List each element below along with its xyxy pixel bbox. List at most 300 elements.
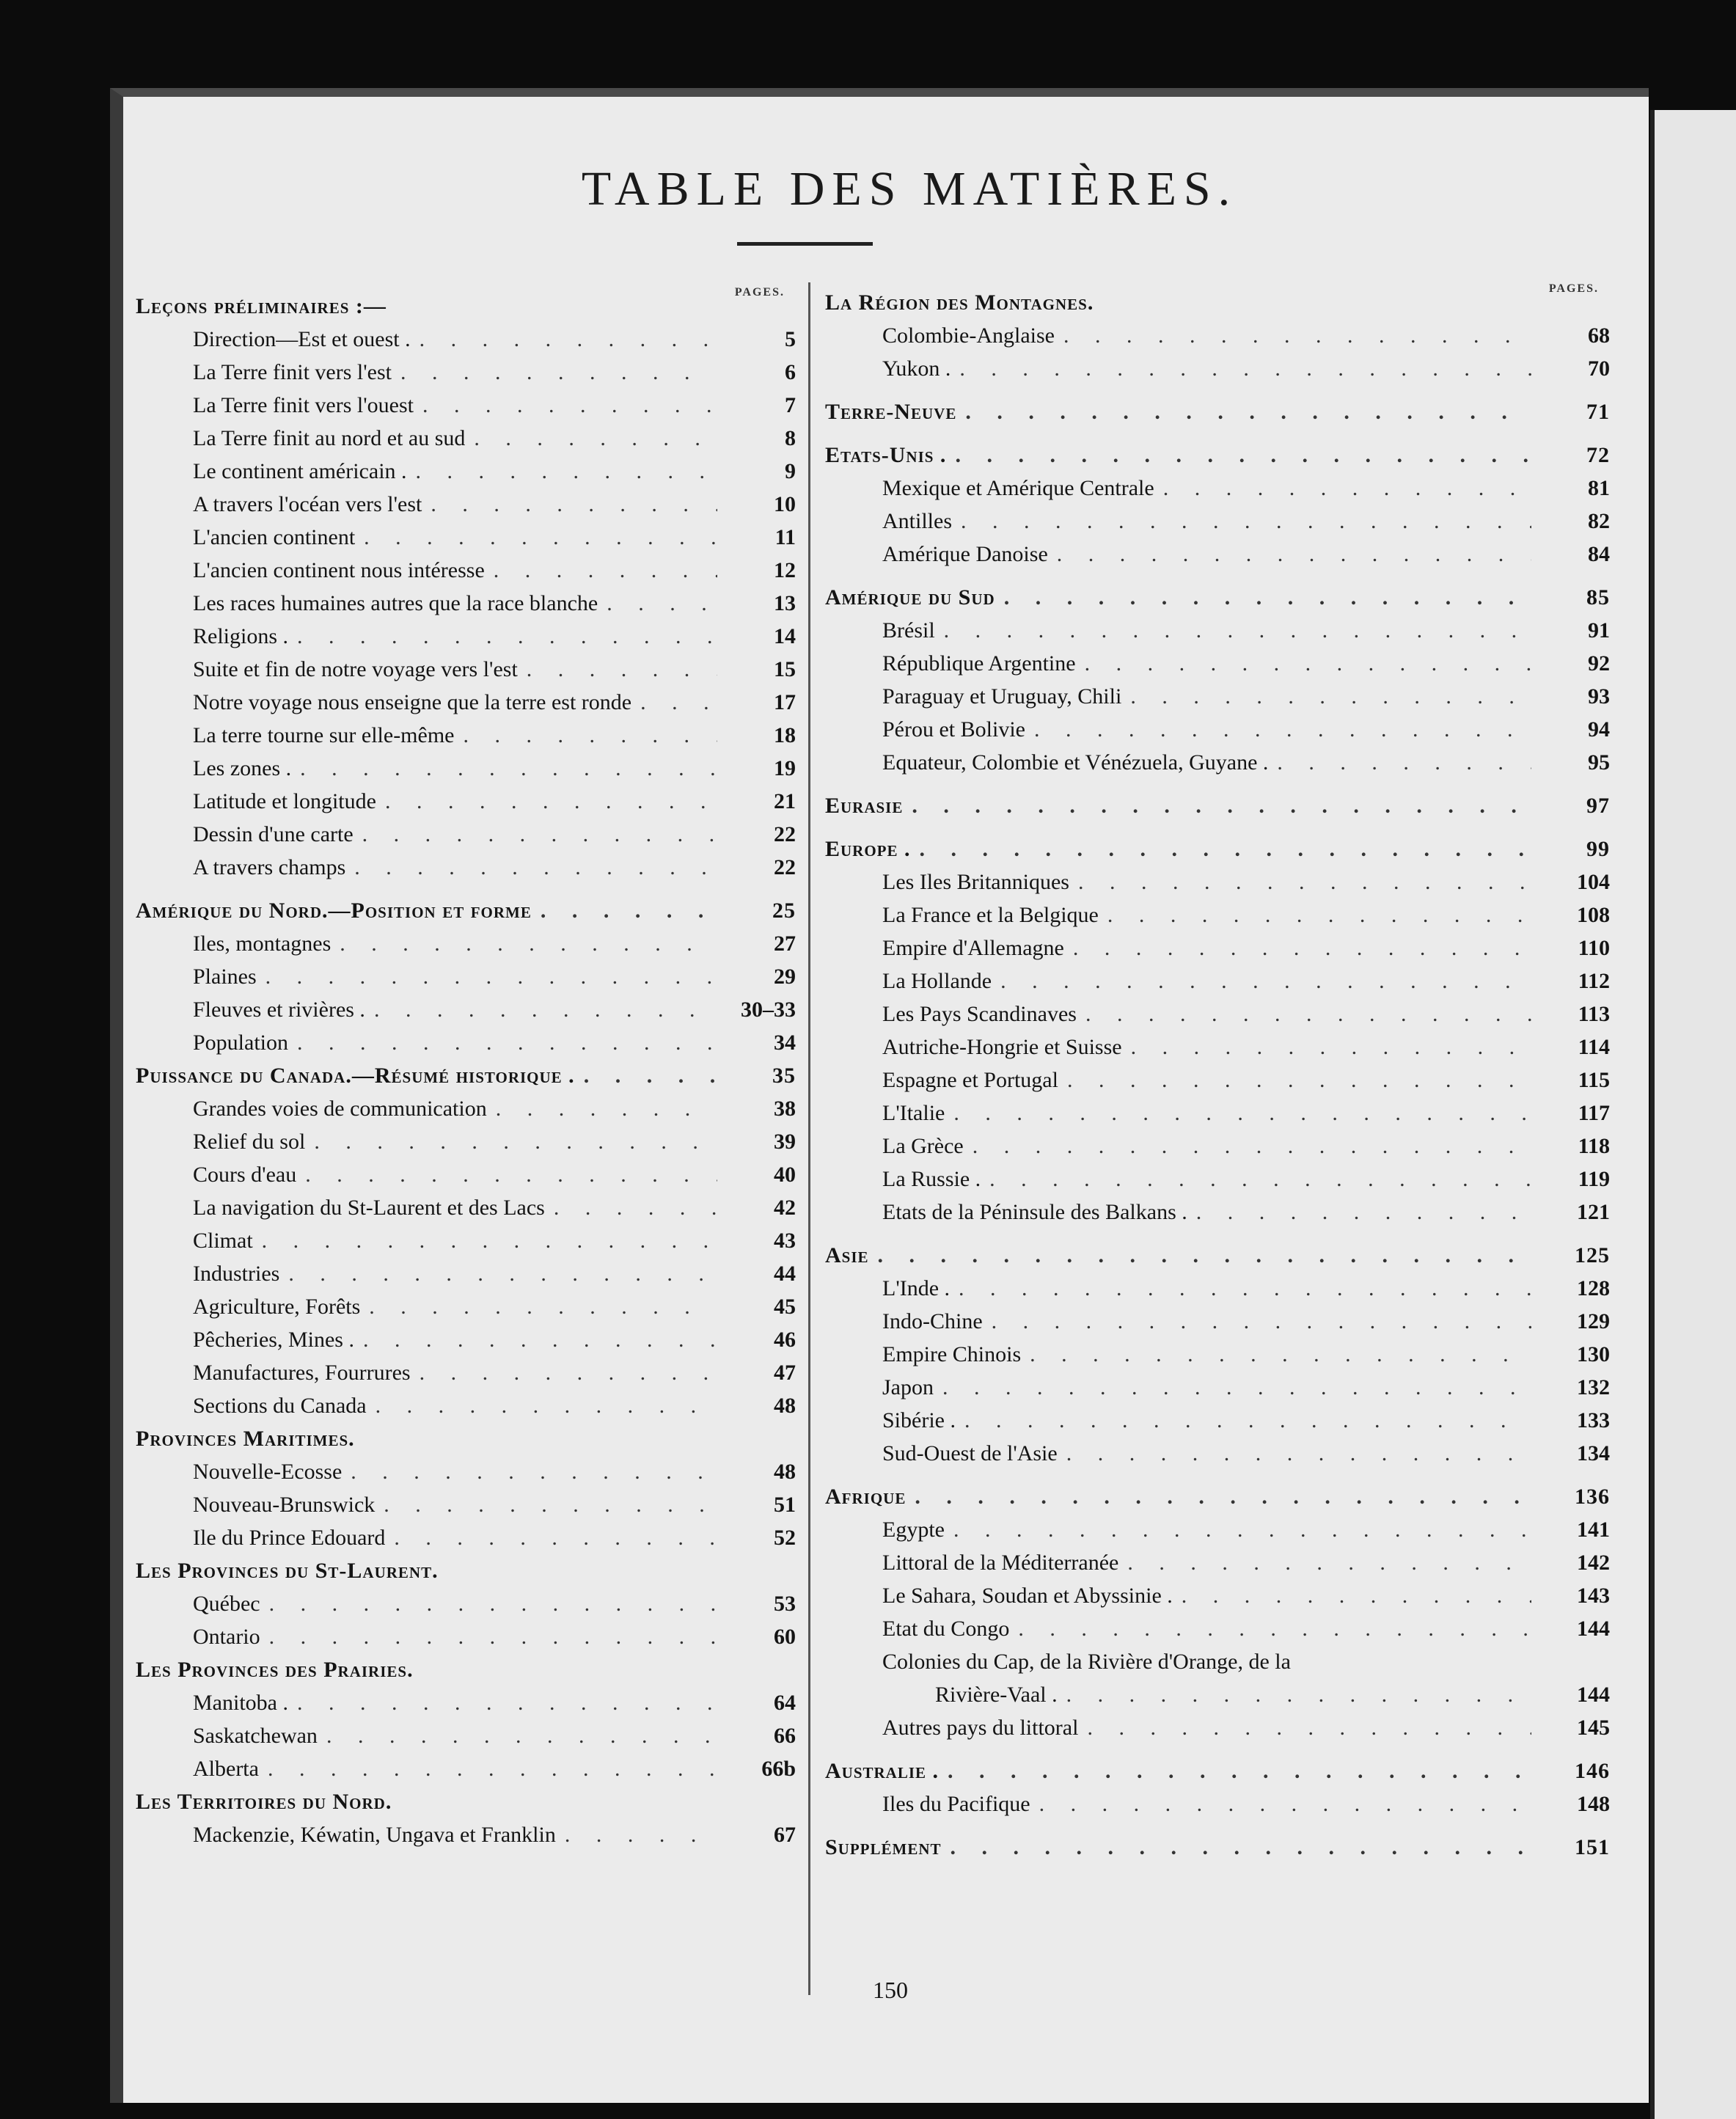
toc-entry xyxy=(136,1386,796,1419)
toc-entry-label: La France et la Belgique xyxy=(882,903,1099,927)
toc-entry-label: Amérique du Nord.—Position et forme xyxy=(136,899,532,923)
toc-entry xyxy=(136,682,796,715)
toc-entry-label: La Terre finit au nord et au sud xyxy=(193,426,466,450)
leader-dots xyxy=(326,1724,717,1749)
leader-dots xyxy=(915,1485,1531,1509)
toc-entry-label: Agriculture, Forêts xyxy=(193,1295,361,1319)
toc-entry xyxy=(136,1187,796,1220)
toc-entry-page: 142 xyxy=(1577,1551,1610,1575)
toc-entry-label: Sections du Canada xyxy=(193,1394,367,1418)
toc-entry-label: Sud-Ouest de l'Asie xyxy=(882,1441,1058,1465)
toc-entry-label: Nouveau-Brunswick xyxy=(193,1493,376,1517)
toc-entry xyxy=(825,1268,1610,1301)
leader-dots xyxy=(554,1196,717,1220)
toc-entry-page: 144 xyxy=(1577,1617,1610,1641)
toc-entry-label: La Région des Montagnes. xyxy=(825,290,1094,315)
toc-entry xyxy=(825,1827,1610,1860)
toc-entry-label: Etats-Unis . xyxy=(825,443,947,467)
toc-entry xyxy=(825,1642,1610,1675)
toc-entry-page: 25 xyxy=(772,899,796,923)
leader-dots xyxy=(961,509,1531,534)
toc-entry-page: 68 xyxy=(1588,323,1610,348)
toc-entry xyxy=(136,1220,796,1254)
leader-dots xyxy=(920,837,1531,862)
toc-entry-page: 11 xyxy=(774,525,796,549)
toc-entry xyxy=(136,1353,796,1386)
leader-dots xyxy=(1057,542,1531,567)
toc-entry-label: Les Iles Britanniques xyxy=(882,870,1069,894)
toc-entry-page: 52 xyxy=(774,1526,796,1550)
toc-entry-label: La Terre finit vers l'ouest xyxy=(193,393,414,417)
leader-dots xyxy=(1066,1683,1531,1708)
toc-entry xyxy=(825,1542,1610,1575)
toc-entry-page: 10 xyxy=(774,492,796,516)
toc-entry xyxy=(825,282,1610,315)
toc-entry xyxy=(136,352,796,385)
toc-entry-page: 13 xyxy=(774,591,796,615)
toc-entry xyxy=(136,1419,796,1452)
toc-entry xyxy=(136,923,796,956)
leader-dots xyxy=(640,690,717,715)
toc-entry xyxy=(825,1784,1610,1817)
toc-entry-page: 72 xyxy=(1586,443,1610,467)
toc-entry-label: Eurasie xyxy=(825,794,904,818)
toc-entry-page: 6 xyxy=(785,360,796,384)
toc-entry-label: Le continent américain . xyxy=(193,459,407,483)
toc-entry xyxy=(825,1609,1610,1642)
toc-entry xyxy=(825,961,1610,994)
toc-entry-label: Australie . xyxy=(825,1759,940,1783)
leader-dots xyxy=(1034,717,1531,742)
leader-dots xyxy=(948,1759,1531,1784)
toc-entry-label: L'ancien continent nous intéresse xyxy=(193,558,485,582)
toc-entry-page: 143 xyxy=(1577,1584,1610,1608)
toc-entry xyxy=(825,1367,1610,1400)
toc-entry-label: Ontario xyxy=(193,1625,260,1649)
toc-entry xyxy=(825,435,1610,468)
toc-entry xyxy=(825,1400,1610,1433)
toc-entry xyxy=(136,385,796,418)
leader-dots xyxy=(1039,1792,1531,1817)
leader-dots xyxy=(565,1823,717,1848)
toc-entry-page: 146 xyxy=(1575,1759,1610,1783)
toc-entry-page: 60 xyxy=(774,1625,796,1649)
toc-entry xyxy=(136,550,796,583)
toc-entry-page: 17 xyxy=(774,690,796,714)
toc-entry-page: 22 xyxy=(774,822,796,846)
toc-left-column xyxy=(136,286,796,1848)
toc-entry-page: 22 xyxy=(774,855,796,879)
toc-entry-page: 125 xyxy=(1575,1243,1610,1267)
toc-entry-label: Leçons préliminaires :— xyxy=(136,294,387,318)
leader-dots xyxy=(1131,1035,1531,1060)
toc-entry-label: Colombie-Anglaise xyxy=(882,323,1055,348)
toc-entry-page: 44 xyxy=(774,1262,796,1286)
toc-entry-page: 70 xyxy=(1588,356,1610,381)
leader-dots xyxy=(374,998,717,1022)
toc-entry-page: 148 xyxy=(1577,1792,1610,1816)
leader-dots xyxy=(314,1130,717,1154)
toc-entry-label: Les Provinces du St-Laurent. xyxy=(136,1559,439,1583)
toc-entry xyxy=(825,348,1610,381)
toc-entry-label: Latitude et longitude xyxy=(193,789,376,813)
toc-entry xyxy=(136,1055,796,1088)
toc-entry-label: Les Territoires du Nord. xyxy=(136,1790,392,1814)
toc-entry-page: 85 xyxy=(1586,585,1610,610)
toc-entry-page: 40 xyxy=(774,1163,796,1187)
toc-entry-page: 38 xyxy=(774,1097,796,1121)
toc-entry xyxy=(136,1518,796,1551)
leader-dots xyxy=(262,1229,717,1254)
toc-entry xyxy=(136,781,796,814)
toc-entry-label: Climat xyxy=(193,1229,253,1253)
toc-entry-label: La Terre finit vers l'est xyxy=(193,360,392,384)
toc-entry-label: A travers champs xyxy=(193,855,346,879)
leader-dots xyxy=(1130,684,1531,709)
toc-entry-label: La terre tourne sur elle-même xyxy=(193,723,455,747)
toc-entry xyxy=(825,1126,1610,1159)
toc-entry-page: 110 xyxy=(1578,936,1610,960)
toc-entry-label: L'Inde . xyxy=(882,1276,951,1300)
toc-entry xyxy=(825,676,1610,709)
toc-entry-label: Mexique et Amérique Centrale xyxy=(882,476,1154,500)
toc-entry-page: 67 xyxy=(774,1823,796,1847)
leader-dots xyxy=(965,400,1531,425)
leader-dots xyxy=(1163,476,1531,501)
toc-entry-label: Plaines xyxy=(193,965,257,989)
toc-entry-label: L'Italie xyxy=(882,1101,945,1125)
toc-entry-label: Québec xyxy=(193,1592,260,1616)
leader-dots xyxy=(1277,750,1531,775)
leader-dots xyxy=(1196,1200,1531,1225)
toc-entry xyxy=(825,1575,1610,1609)
toc-entry-page: 119 xyxy=(1578,1167,1610,1191)
toc-entry-label: Les zones . xyxy=(193,756,292,780)
leader-dots xyxy=(265,965,717,989)
toc-entry xyxy=(136,1782,796,1815)
toc-entry-page: 134 xyxy=(1577,1441,1610,1465)
page-number: 150 xyxy=(873,1977,908,2003)
toc-entry xyxy=(136,956,796,989)
toc-entry xyxy=(136,517,796,550)
leader-dots xyxy=(973,1134,1531,1159)
toc-entry xyxy=(136,616,796,649)
toc-entry xyxy=(136,286,796,319)
leader-dots xyxy=(297,1031,717,1055)
toc-entry-page: 71 xyxy=(1586,400,1610,424)
toc-entry xyxy=(136,1551,796,1584)
leader-dots xyxy=(527,657,717,682)
toc-entry xyxy=(136,1815,796,1848)
toc-entry-page: 92 xyxy=(1588,651,1610,676)
leader-dots xyxy=(584,1064,717,1088)
toc-entry xyxy=(825,742,1610,775)
toc-entry xyxy=(825,1476,1610,1509)
toc-entry-label: Provinces Maritimes. xyxy=(136,1427,355,1451)
leader-dots xyxy=(300,756,717,781)
toc-entry xyxy=(136,418,796,451)
toc-entry-label: Yukon . xyxy=(882,356,951,381)
leader-dots xyxy=(878,1243,1531,1268)
toc-entry-page: 7 xyxy=(785,393,796,417)
toc-entry xyxy=(825,786,1610,819)
toc-entry xyxy=(825,501,1610,534)
leader-dots xyxy=(953,1518,1531,1542)
toc-entry-label: Supplément xyxy=(825,1835,942,1859)
toc-entry-page: 151 xyxy=(1575,1835,1610,1859)
toc-entry-page: 9 xyxy=(785,459,796,483)
toc-entry-page: 46 xyxy=(774,1328,796,1352)
leader-dots xyxy=(1018,1617,1531,1642)
toc-entry xyxy=(136,748,796,781)
toc-entry xyxy=(136,890,796,923)
toc-entry-label: Etat du Congo xyxy=(882,1617,1010,1641)
leader-dots xyxy=(363,1328,717,1353)
leader-dots xyxy=(431,492,717,517)
toc-entry xyxy=(136,1320,796,1353)
page-title: TABLE DES MATIÈRES. xyxy=(581,162,1238,216)
toc-entry-label: La Hollande xyxy=(882,969,992,993)
toc-entry xyxy=(136,451,796,484)
leader-dots xyxy=(496,1097,717,1121)
toc-entry-label: Nouvelle-Ecosse xyxy=(193,1460,343,1484)
toc-entry-label: Mackenzie, Kéwatin, Ungava et Franklin xyxy=(193,1823,556,1847)
toc-entry-page: 145 xyxy=(1577,1716,1610,1740)
toc-entry-page: 144 xyxy=(1577,1683,1610,1707)
toc-entry xyxy=(825,1334,1610,1367)
toc-entry xyxy=(136,484,796,517)
leader-dots xyxy=(1107,903,1531,928)
toc-entry-label: Autriche-Hongrie et Suisse xyxy=(882,1035,1122,1059)
toc-entry xyxy=(825,1751,1610,1784)
toc-entry-label: La Grèce xyxy=(882,1134,964,1158)
leader-dots xyxy=(1182,1584,1531,1609)
leader-dots xyxy=(955,443,1531,468)
leader-dots xyxy=(297,1691,717,1716)
toc-entry-label: Direction—Est et ouest . xyxy=(193,327,411,351)
toc-entry-label: Terre-Neuve xyxy=(825,400,957,424)
leader-dots xyxy=(340,932,717,956)
toc-entry-label: A travers l'océan vers l'est xyxy=(193,492,422,516)
toc-entry-page: 5 xyxy=(785,327,796,351)
leader-dots xyxy=(369,1295,717,1320)
leader-dots xyxy=(422,393,717,418)
toc-entry-page: 95 xyxy=(1588,750,1610,775)
toc-entry-page: 18 xyxy=(774,723,796,747)
toc-entry-page: 84 xyxy=(1588,542,1610,566)
leader-dots xyxy=(305,1163,717,1187)
toc-entry-page: 53 xyxy=(774,1592,796,1616)
toc-entry-page: 114 xyxy=(1578,1035,1610,1059)
leader-dots xyxy=(1004,585,1531,610)
leader-dots xyxy=(1085,651,1531,676)
toc-entry xyxy=(136,1716,796,1749)
leader-dots xyxy=(944,618,1531,643)
toc-entry-label: Relief du sol xyxy=(193,1130,306,1154)
toc-entry-label: Puissance du Canada.—Résumé historique . xyxy=(136,1064,575,1088)
toc-entry xyxy=(825,577,1610,610)
toc-entry-page: 29 xyxy=(774,965,796,989)
toc-entry xyxy=(136,1088,796,1121)
toc-entry-label: Autres pays du littoral xyxy=(882,1716,1079,1740)
toc-entry-label: Brésil xyxy=(882,618,935,643)
toc-entry-page: 15 xyxy=(774,657,796,681)
toc-entry xyxy=(136,1584,796,1617)
toc-entry xyxy=(825,862,1610,895)
toc-entry-page: 108 xyxy=(1577,903,1610,927)
leader-dots xyxy=(1000,969,1531,994)
toc-entry-label: Equateur, Colombie et Vénézuela, Guyane . xyxy=(882,750,1269,775)
leader-dots xyxy=(420,327,717,352)
leader-dots xyxy=(364,525,717,550)
leader-dots xyxy=(384,1493,717,1518)
leader-dots xyxy=(912,794,1531,819)
toc-entry xyxy=(136,1452,796,1485)
toc-entry-page: 130 xyxy=(1577,1342,1610,1366)
toc-entry-label: Espagne et Portugal xyxy=(882,1068,1058,1092)
toc-entry xyxy=(825,1060,1610,1093)
toc-entry-label: Population xyxy=(193,1031,289,1055)
leader-dots xyxy=(1073,936,1531,961)
column-divider xyxy=(808,282,810,1995)
leader-dots xyxy=(989,1167,1531,1192)
toc-entry-page: 30–33 xyxy=(741,998,796,1022)
toc-entry-label: Industries xyxy=(193,1262,280,1286)
leader-dots xyxy=(942,1375,1531,1400)
toc-entry xyxy=(825,1192,1610,1225)
toc-entry-page: 118 xyxy=(1578,1134,1610,1158)
toc-entry-label: L'ancien continent xyxy=(193,525,356,549)
leader-dots xyxy=(992,1309,1531,1334)
leader-dots xyxy=(1067,1068,1531,1093)
toc-entry-label: Colonies du Cap, de la Rivière d'Orange, de la xyxy=(882,1650,1291,1674)
leader-dots xyxy=(416,459,717,484)
leader-dots xyxy=(362,822,717,847)
toc-entry-label: Pêcheries, Mines . xyxy=(193,1328,354,1352)
toc-entry-label: Cours d'eau xyxy=(193,1163,297,1187)
leader-dots xyxy=(953,1101,1531,1126)
toc-entry xyxy=(825,829,1610,862)
toc-entry xyxy=(136,814,796,847)
toc-entry-page: 12 xyxy=(774,558,796,582)
toc-entry-page: 113 xyxy=(1578,1002,1610,1026)
toc-entry-page: 51 xyxy=(774,1493,796,1517)
leader-dots xyxy=(1127,1551,1531,1575)
toc-entry xyxy=(136,1683,796,1716)
toc-entry-page: 91 xyxy=(1588,618,1610,643)
toc-entry xyxy=(825,1433,1610,1466)
toc-entry-page: 94 xyxy=(1588,717,1610,742)
toc-entry xyxy=(825,1301,1610,1334)
toc-entry-page: 82 xyxy=(1588,509,1610,533)
toc-entry-page: 133 xyxy=(1577,1408,1610,1432)
toc-entry-label: Saskatchewan xyxy=(193,1724,318,1748)
toc-entry-label: Religions . xyxy=(193,624,289,648)
toc-entry-label: Empire Chinois xyxy=(882,1342,1022,1366)
leader-dots xyxy=(297,624,717,649)
toc-entry-page: 112 xyxy=(1578,969,1610,993)
toc-entry-label: Suite et fin de notre voyage vers l'est xyxy=(193,657,518,681)
toc-entry-page: 8 xyxy=(785,426,796,450)
leader-dots xyxy=(474,426,717,451)
toc-entry-label: Les Pays Scandinaves xyxy=(882,1002,1077,1026)
toc-entry xyxy=(136,1749,796,1782)
toc-entry-label: Europe . xyxy=(825,837,911,861)
toc-entry xyxy=(825,1708,1610,1741)
pages-header-right: PAGES. xyxy=(1548,282,1599,295)
toc-entry-label: Alberta xyxy=(193,1757,259,1781)
toc-entry-label: Empire d'Allemagne xyxy=(882,936,1064,960)
toc-entry xyxy=(136,1121,796,1154)
toc-entry-label: Fleuves et rivières . xyxy=(193,998,365,1022)
toc-entry xyxy=(825,895,1610,928)
leader-dots xyxy=(376,1394,717,1419)
title-rule xyxy=(737,242,873,246)
leader-dots xyxy=(268,1757,717,1782)
toc-right-column xyxy=(825,282,1610,1860)
toc-entry xyxy=(136,989,796,1022)
toc-entry xyxy=(825,315,1610,348)
toc-entry xyxy=(825,709,1610,742)
toc-entry-label: Indo-Chine xyxy=(882,1309,983,1333)
toc-entry xyxy=(136,1650,796,1683)
toc-entry-label: Le Sahara, Soudan et Abyssinie . xyxy=(882,1584,1173,1608)
leader-dots xyxy=(494,558,717,583)
leader-dots xyxy=(1066,1441,1531,1466)
leader-dots xyxy=(288,1262,717,1287)
toc-entry-label: République Argentine xyxy=(882,651,1076,676)
toc-entry xyxy=(136,1617,796,1650)
toc-entry-label: Dessin d'une carte xyxy=(193,822,354,846)
leader-dots xyxy=(959,1276,1531,1301)
toc-entry xyxy=(825,1235,1610,1268)
toc-entry xyxy=(825,994,1610,1027)
toc-entry-page: 66 xyxy=(774,1724,796,1748)
facing-page-edge xyxy=(1650,110,1736,2119)
toc-entry xyxy=(825,1675,1610,1708)
toc-entry-page: 27 xyxy=(774,932,796,956)
toc-entry xyxy=(825,392,1610,425)
leader-dots xyxy=(394,1526,717,1551)
toc-entry xyxy=(136,1022,796,1055)
toc-entry-page: 48 xyxy=(774,1460,796,1484)
toc-entry xyxy=(825,610,1610,643)
toc-entry xyxy=(825,1093,1610,1126)
toc-entry-label: Ile du Prince Edouard xyxy=(193,1526,386,1550)
toc-entry-label: Amérique du Sud xyxy=(825,585,995,610)
toc-entry-label: Asie xyxy=(825,1243,869,1267)
toc-entry-label: Etats de la Péninsule des Balkans . xyxy=(882,1200,1187,1224)
toc-entry-label: Paraguay et Uruguay, Chili xyxy=(882,684,1122,709)
leader-dots xyxy=(269,1625,717,1650)
toc-entry-page: 121 xyxy=(1577,1200,1610,1224)
toc-entry xyxy=(136,649,796,682)
toc-entry-page: 66b xyxy=(761,1757,796,1781)
toc-entry-page: 141 xyxy=(1577,1518,1610,1542)
toc-entry-page: 81 xyxy=(1588,476,1610,500)
leader-dots xyxy=(1063,323,1531,348)
toc-entry-label: Pérou et Bolivie xyxy=(882,717,1025,742)
toc-entry-page: 34 xyxy=(774,1031,796,1055)
toc-entry-label: Sibérie . xyxy=(882,1408,956,1432)
toc-entry-page: 128 xyxy=(1577,1276,1610,1300)
toc-entry-label: Japon xyxy=(882,1375,934,1399)
leader-dots xyxy=(964,1408,1531,1433)
leader-dots xyxy=(420,1361,717,1386)
toc-entry-label: Afrique xyxy=(825,1485,907,1509)
toc-entry-page: 39 xyxy=(774,1130,796,1154)
toc-entry-label: Iles, montagnes xyxy=(193,932,332,956)
